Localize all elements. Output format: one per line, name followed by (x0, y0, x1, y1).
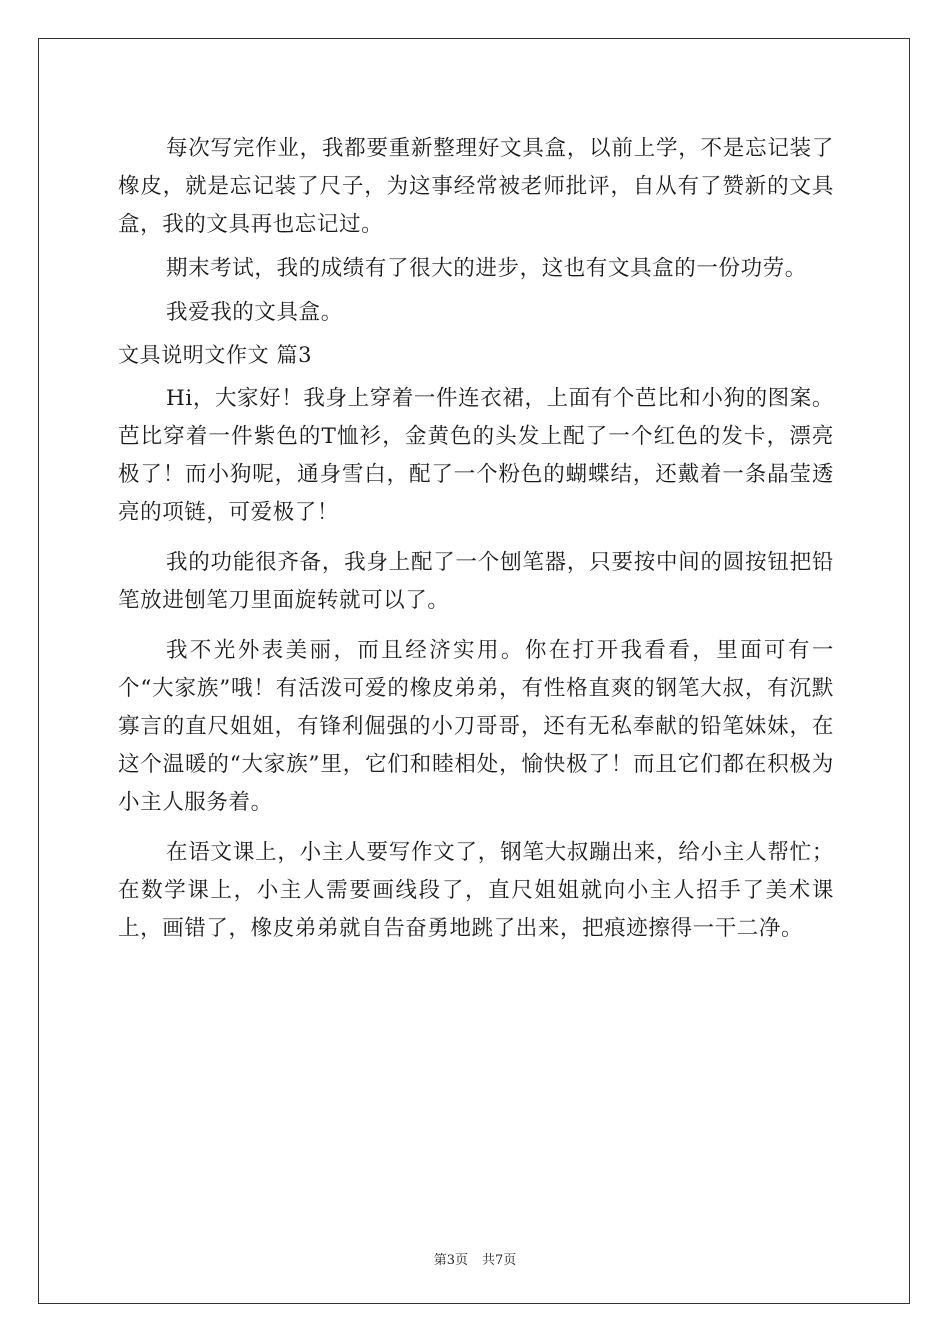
paragraph-dress: Hi，大家好！我身上穿着一件连衣裙，上面有个芭比和小狗的图案。芭比穿着一件紫色的T恤衫，金黄色的头发上配了一个红色的发卡，漂亮极了！而小狗呢，通身雪白，配了一个粉色的蝴蝶结，还戴着一条晶莹透亮的项链，可爱极了！ (118, 386, 834, 525)
section-title: 文具说明文作文 篇3 (118, 343, 313, 367)
document-body (118, 130, 834, 948)
paragraph-love: 我爱我的文具盒。 (166, 300, 343, 325)
paragraph-family: 我不光外表美丽，而且经济实用。你在打开我看看，里面可有一个“大家族”哦！有活泼可爱的橡皮弟弟，有性格直爽的钢笔大叔，有沉默寡言的直尺姐姐，有锋利倔强的小刀哥哥，还有无私奉献的铅笔妹妹，在这个温暖的“大家族”里，它们和睦相处，愉快极了！而且它们都在积极为小主人服务着。 (118, 638, 834, 815)
page-footer (0, 1249, 950, 1268)
page-number: 第3页 (433, 1253, 468, 1268)
paragraph-homework: 每次写完作业，我都要重新整理好文具盒，以前上学，不是忘记装了橡皮，就是忘记装了尺子，为这事经常被老师批评，自从有了赞新的文具盒，我的文具再也忘记过。 (118, 136, 834, 237)
paragraph-classes: 在语文课上，小主人要写作文了，钢笔大叔蹦出来，给小主人帮忙；在数学课上，小主人需要画线段了，直尺姐姐就向小主人招手了美术课上，画错了，橡皮弟弟就自告奋勇地跳了出来，把痕迹擦得一干二净。 (118, 840, 834, 941)
paragraph-function: 我的功能很齐备，我身上配了一个刨笔器，只要按中间的圆按钮把铅笔放进刨笔刀里面旋转就可以了。 (118, 550, 834, 613)
paragraph-exam: 期末考试，我的成绩有了很大的进步，这也有文具盒的一份功劳。 (166, 256, 807, 281)
page-total: 共7页 (482, 1253, 517, 1268)
